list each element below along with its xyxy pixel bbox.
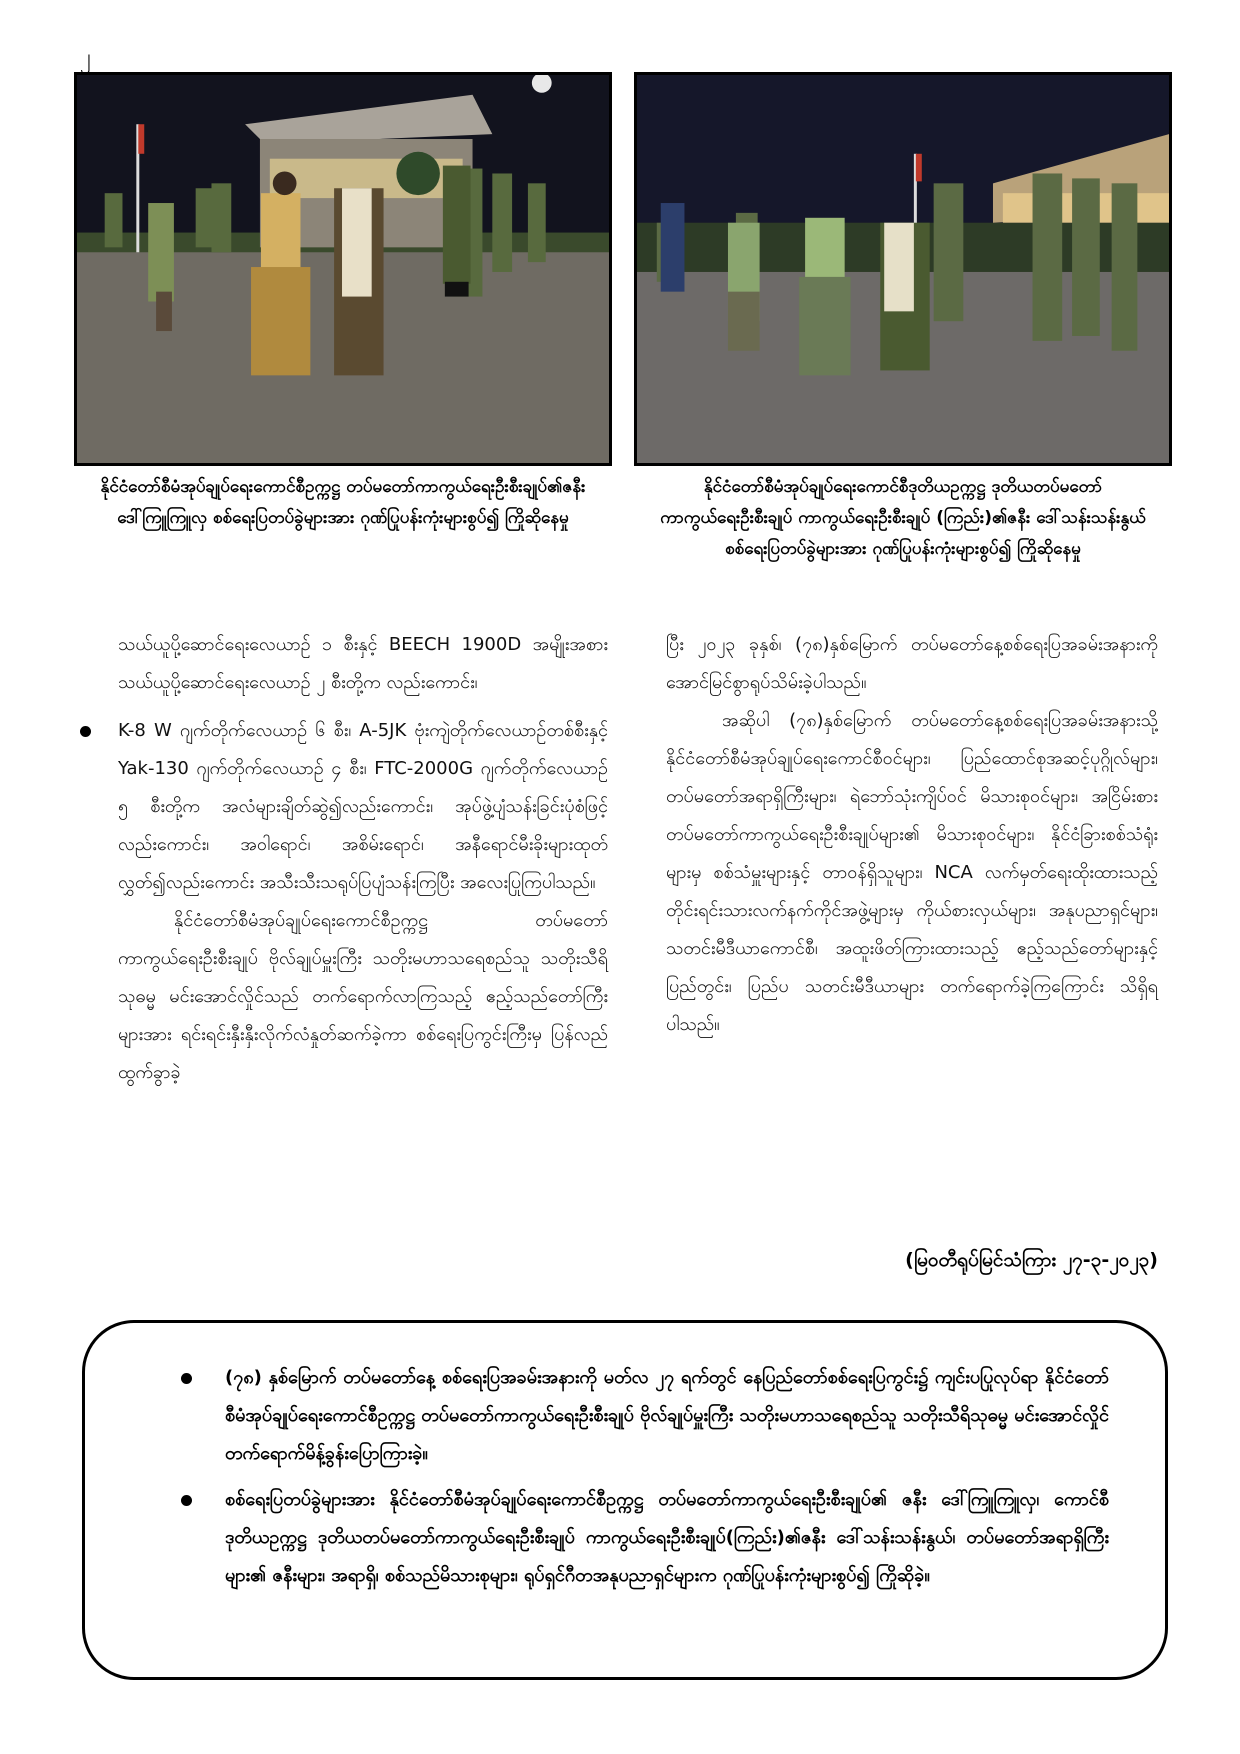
summary-item bbox=[225, 1481, 1109, 1595]
source-credit: (မြဝတီရုပ်မြင်သံကြား ၂၇-၃-၂၀၂၃) bbox=[905, 1249, 1158, 1271]
summary-box bbox=[82, 1320, 1168, 1680]
bullet-text: K-8 W ဂျက်တိုက်လေယာဉ် ၆ စီး၊ A-5JK ဗုံးကျဲတိုက်လေယာဉ်တစ်စီးနှင့် Yak-130 ဂျက်တိုက်လေယာဉ် ၄ စီး၊ FTC-2000G ဂျက်တိုက်လေယာဉ် ၅ စီးတို့က အလံများချိတ်ဆွဲ၍လည်းကောင်း၊ အုပ်ဖွဲ့ပျံသန်းခြင်းပုံစံဖြင့်လည်းကောင်း၊ အဝါရောင်၊ အစိမ်းရောင်၊ အနီရောင်မီးခိုးများထုတ်လွှတ်၍လည်းကောင်း အသီးသီးသရုပ်ပြပျံသန်းကြပြီး အလေးပြုကြပါသည်။ bbox=[118, 720, 608, 893]
bullet-icon bbox=[181, 1373, 192, 1384]
photo-caption-left: နိုင်ငံတော်စီမံအုပ်ချုပ်ရေးကောင်စီဥက္ကဋ္ဌ တပ်မတော်ကာကွယ်ရေးဦးစီးချုပ်၏ဇနီး ဒေါ်ကြူကြူလှ စစ်ရေးပြတပ်ခွဲများအား ဂုဏ်ပြုပန်းကုံးများစွပ်၍ ကြိုဆိုနေမှု bbox=[100, 477, 586, 528]
summary-text: စစ်ရေးပြတပ်ခွဲများအား နိုင်ငံတော်စီမံအုပ်ချုပ်ရေးကောင်စီဥက္ကဋ္ဌ တပ်မတော်ကာကွယ်ရေးဦးစီးချုပ်၏ ဇနီး ဒေါ်ကြူကြူလှ၊ ကောင်စီဒုတိယဥက္ကဋ္ဌ ဒုတိယတပ်မတော်ကာကွယ်ရေးဦးစီးချုပ် ကာကွယ်ရေးဦးစီးချုပ်(ကြည်း)၏ဇနီး ဒေါ်သန်းသန်းနွယ်၊ တပ်မတော်အရာရှိကြီးများ၏ ဇနီးများ၊ အရာရှိ၊ စစ်သည်မိသားစုများ၊ ရုပ်ရှင်ဂီတအနုပညာရှင်များက ဂုဏ်ပြုပန်းကုံးများစွပ်၍ ကြိုဆိုခဲ့။ bbox=[225, 1489, 1109, 1586]
ceremony-photo-left bbox=[74, 72, 612, 466]
paragraph: ပြီး ၂၀၂၃ ခုနှစ်၊ (၇၈)နှစ်မြောက် တပ်မတော်နေ့စစ်ရေးပြအခမ်းအနားကို အောင်မြင်စွာရုပ်သိမ်းခဲ့ပါသည်။ bbox=[666, 634, 1158, 693]
bullet-icon bbox=[80, 726, 91, 737]
article-column-right bbox=[666, 626, 1158, 1044]
paragraph: သယ်ယူပို့ဆောင်ရေးလေယာဉ် ၁ စီးနှင့် BEECH 1900D အမျိုးအစား သယ်ယူပို့ဆောင်ရေးလေယာဉ် ၂ စီးတို့က လည်းကောင်း၊ bbox=[118, 634, 608, 693]
bullet-paragraph bbox=[118, 712, 608, 902]
bullet-icon bbox=[181, 1495, 192, 1506]
article-column-left bbox=[118, 626, 608, 1092]
summary-item bbox=[225, 1359, 1109, 1473]
summary-text: (၇၈) နှစ်မြောက် တပ်မတော်နေ့ စစ်ရေးပြအခမ်းအနားကို မတ်လ ၂၇ ရက်တွင် နေပြည်တော်စစ်ရေးပြကွင်း၌ ကျင်းပပြုလုပ်ရာ နိုင်ငံတော်စီမံအုပ်ချုပ်ရေးကောင်စီဥက္ကဋ္ဌ တပ်မတော်ကာကွယ်ရေးဦးစီးချုပ် ဗိုလ်ချုပ်မှူးကြီး သတိုးမဟာသရေစည်သူ သတိုးသီရိသုဓမ္မ မင်းအောင်လှိုင် တက်ရောက်မိန့်ခွန်းပြောကြားခဲ့။ bbox=[225, 1367, 1109, 1464]
paragraph: နိုင်ငံတော်စီမံအုပ်ချုပ်ရေးကောင်စီဥက္ကဋ္ဌ တပ်မတော်ကာကွယ်ရေးဦးစီးချုပ် ဗိုလ်ချုပ်မှူးကြီး သတိုးမဟာသရေစည်သူ သတိုးသီရိသုဓမ္မ မင်းအောင်လှိုင်သည် တက်ရောက်လာကြသည့် ဧည့်သည်တော်ကြီးများအား ရင်းရင်းနှီးနှီးလိုက်လံနှုတ်ဆက်ခဲ့ကာ စစ်ရေးပြကွင်းကြီးမှ ပြန်လည်ထွက်ခွာခဲ့ bbox=[118, 910, 608, 1083]
paragraph: အဆိုပါ (၇၈)နှစ်မြောက် တပ်မတော်နေ့စစ်ရေးပြအခမ်းအနားသို့ နိုင်ငံတော်စီမံအုပ်ချုပ်ရေးကောင်စီဝင်များ၊ ပြည်ထောင်စုအဆင့်ပုဂ္ဂိုလ်များ၊ တပ်မတော်အရာရှိကြီးများ၊ ရဲဘော်သုံးကျိပ်ဝင် မိသားစုဝင်များ၊ အငြိမ်းစားတပ်မတော်ကာကွယ်ရေးဦးစီးချုပ်များ၏ မိသားစုဝင်များ၊ နိုင်ငံခြားစစ်သံရုံးများမှ စစ်သံမှူးများနှင့် တာဝန်ရှိသူများ၊ NCA လက်မှတ်ရေးထိုးထားသည့် တိုင်းရင်းသားလက်နက်ကိုင်အဖွဲ့များမှ ကိုယ်စားလှယ်များ၊ အနုပညာရှင်များ၊ သတင်းမီဒီယာကောင်စီ၊ အထူးဖိတ်ကြားထားသည့် ဧည့်သည်တော်များနှင့် ပြည်တွင်း၊ ပြည်ပ သတင်းမီဒီယာများ တက်ရောက်ခဲ့ကြကြောင်း သိရှိရပါသည်။ bbox=[666, 710, 1158, 1035]
page-number: ၂ bbox=[80, 45, 91, 70]
ceremony-photo-right bbox=[634, 72, 1172, 466]
photo-caption-right: နိုင်ငံတော်စီမံအုပ်ချုပ်ရေးကောင်စီဒုတိယဥက္ကဋ္ဌ ဒုတိယတပ်မတော်ကာကွယ်ရေးဦးစီးချုပ် ကာကွယ်ရေးဦးစီးချုပ် (ကြည်း)၏ဇနီး ဒေါ်သန်းသန်းနွယ် စစ်ရေးပြတပ်ခွဲများအား ဂုဏ်ပြုပန်းကုံးများစွပ်၍ ကြိုဆိုနေမှု bbox=[660, 477, 1146, 559]
